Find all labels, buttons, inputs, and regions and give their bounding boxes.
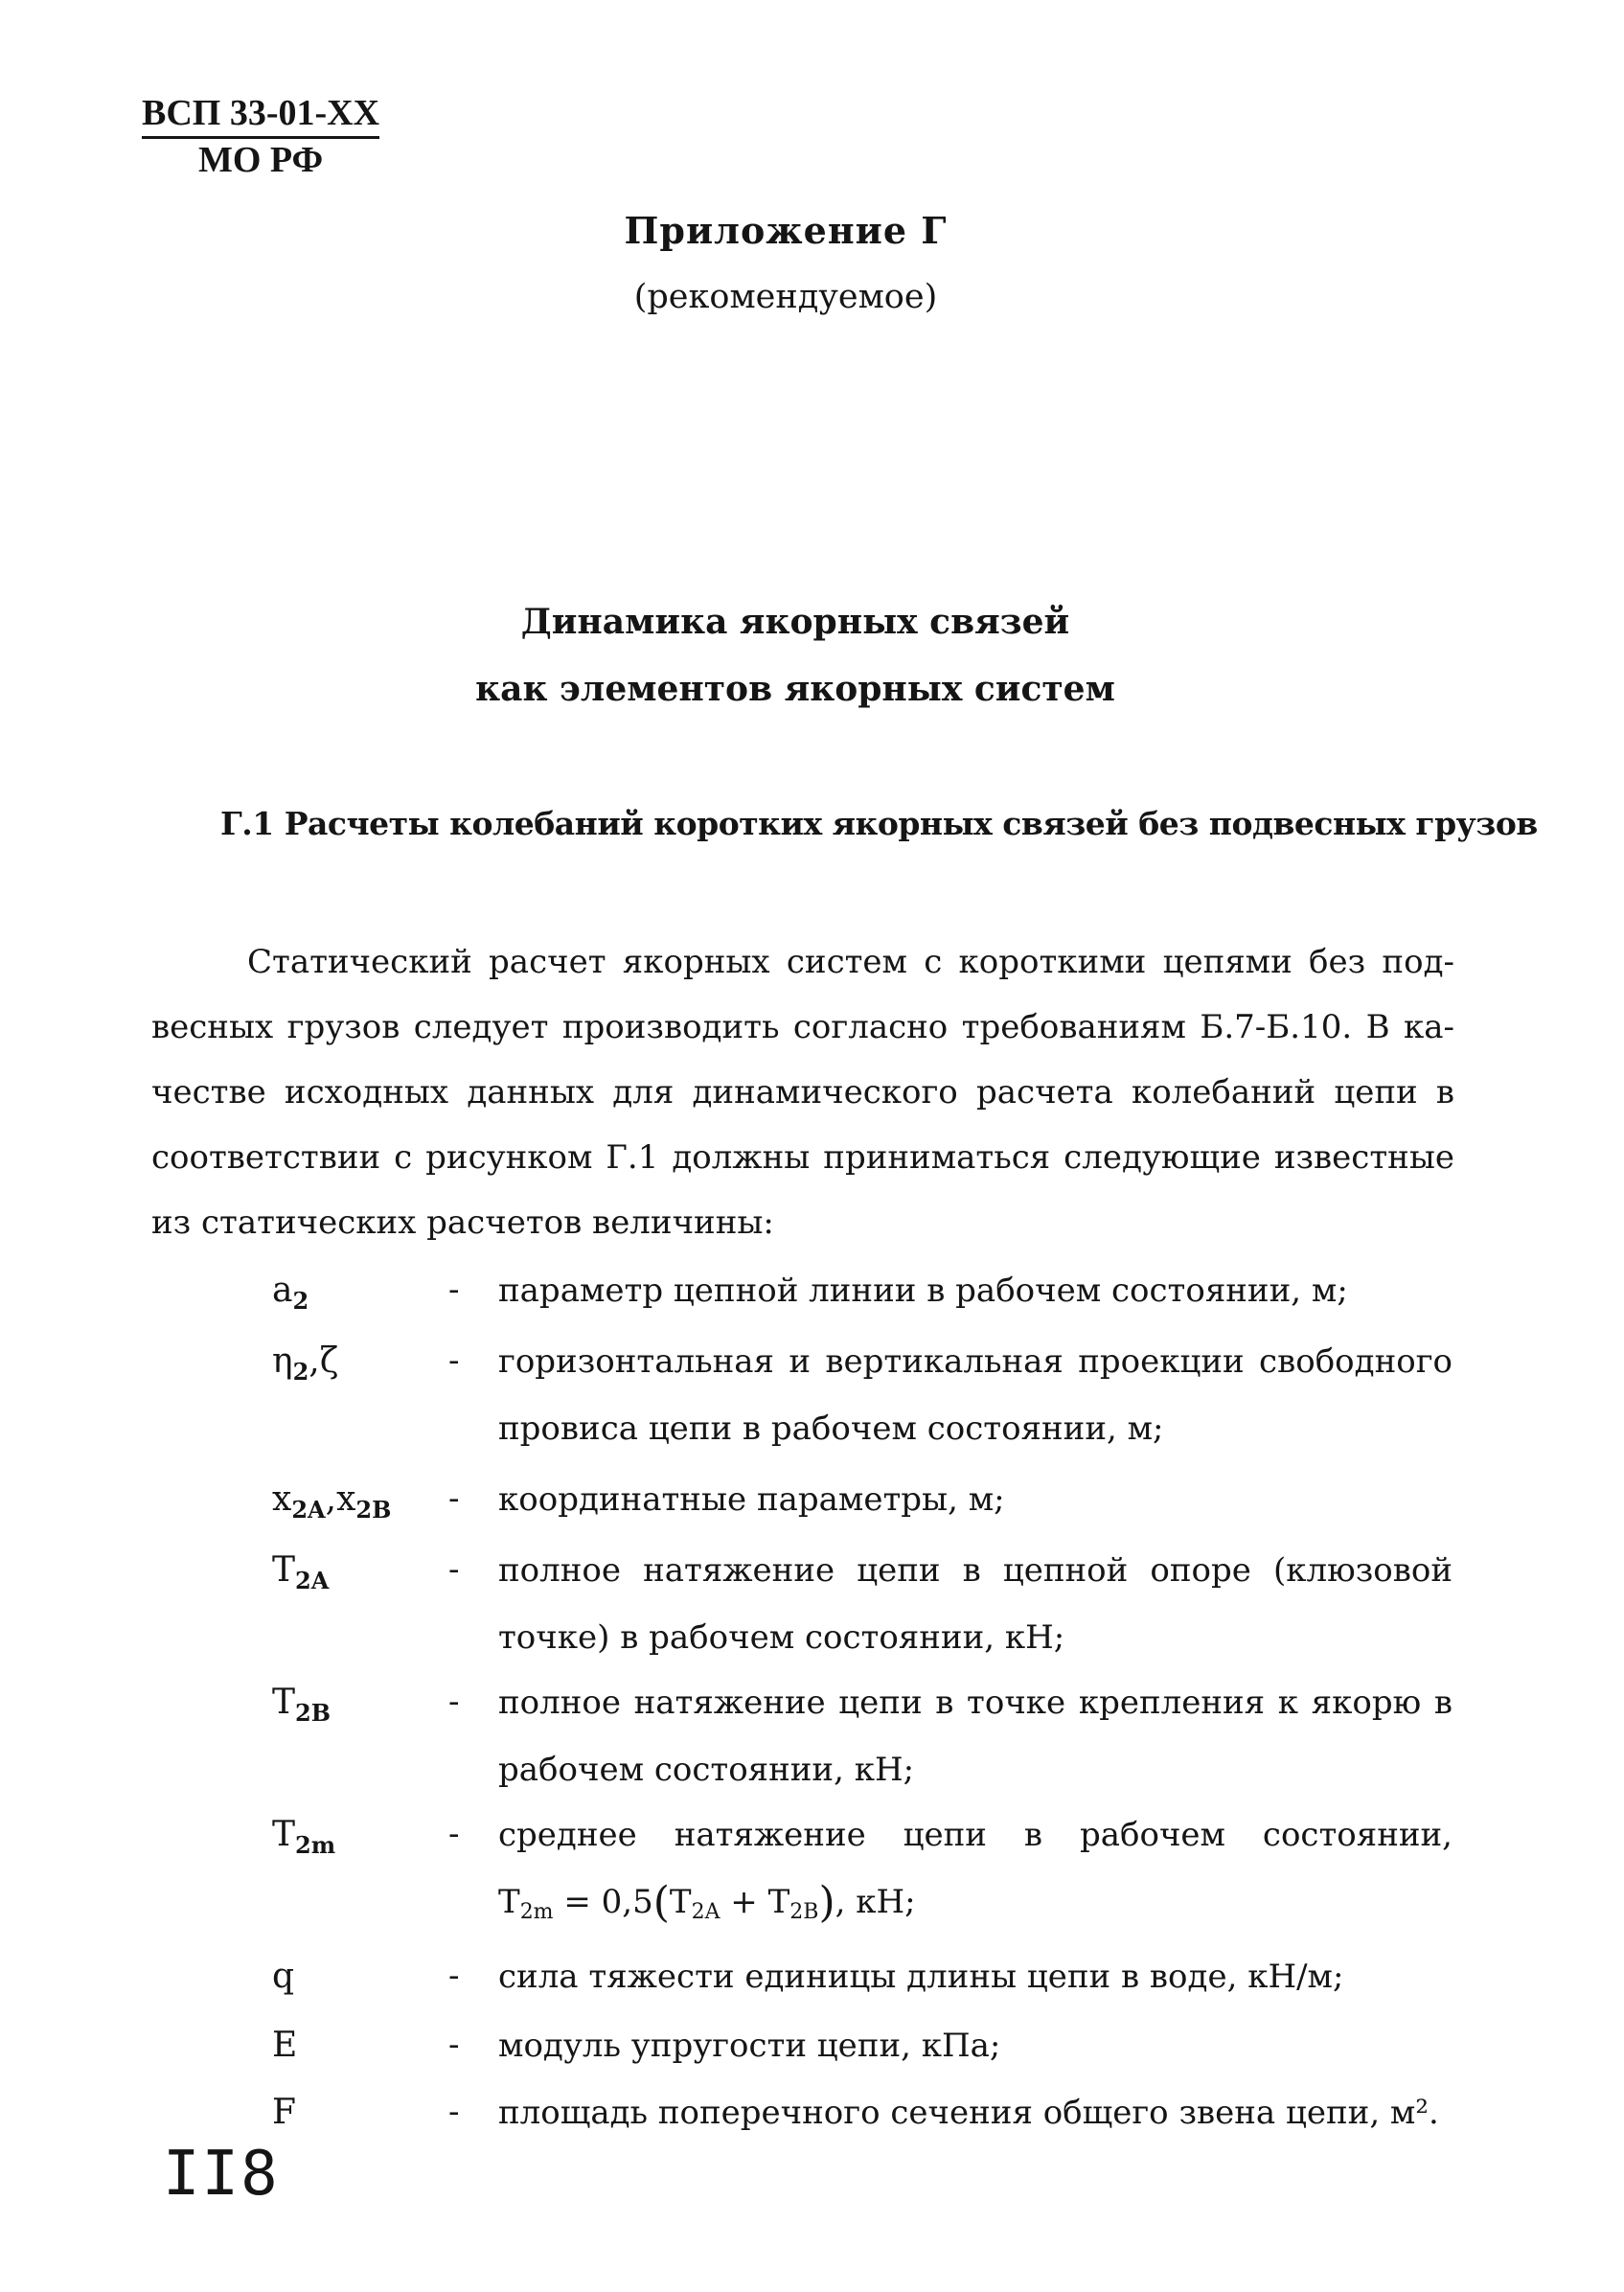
definition-dash: - xyxy=(448,1479,460,1518)
intro-line: весных грузов следует производить согласно требованиям Б.7-Б.10. В ка- xyxy=(151,1008,1454,1046)
definition-text: среднее натяжение цепи в рабочем состоянии, $T_{2m} = 0,5(T_{2A} + T_{2B})$, кН; xyxy=(498,1801,1452,1946)
intro-line: соответствии с рисунком Г.1 должны приниматься следующие известные xyxy=(151,1138,1454,1177)
definition-symbol: q xyxy=(272,1957,295,1996)
definition-dash: - xyxy=(448,2093,460,2131)
definition-symbol: $a_2$ xyxy=(272,1271,309,1315)
definition-symbol: $\eta_2,\zeta$ xyxy=(272,1341,339,1386)
section-title-line2: как элементов якорных систем xyxy=(475,669,1115,709)
definition-text: горизонтальная и вертикальная проекции свободного провиса цепи в рабочем состоянии, м; xyxy=(498,1342,1452,1448)
definition-dash: - xyxy=(448,1683,460,1721)
intro-line: честве исходных данных для динамического расчета колебаний цепи в xyxy=(151,1073,1454,1112)
definition-text: площадь поперечного сечения общего звена цепи, м². xyxy=(498,2094,1439,2132)
definition-text: координатные параметры, м; xyxy=(498,1480,1005,1519)
definition-symbol: $x_{2A},x_{2B}$ xyxy=(272,1479,392,1524)
document-code xyxy=(142,92,379,181)
definition-text: полное натяжение цепи в цепной опоре (клюзовой точке) в рабочем состоянии, кН; xyxy=(498,1551,1452,1657)
definition-dash: - xyxy=(448,1957,460,1995)
document-code-line1: ВСП 33-01-ХХ xyxy=(142,92,379,139)
section-title-line1: Динамика якорных связей xyxy=(520,602,1070,642)
definition-dash: - xyxy=(448,1271,460,1309)
document-code-line2: МО РФ xyxy=(197,140,324,180)
definition-symbol: $T_{2B}$ xyxy=(272,1683,331,1727)
appendix-title: Приложение Г xyxy=(624,209,948,252)
page-number: II8 xyxy=(163,2139,280,2210)
definition-symbol: $T_{2m}$ xyxy=(272,1815,336,1859)
definition-symbol: F xyxy=(272,2093,296,2132)
intro-line: из статических расчетов величины: xyxy=(151,1203,774,1242)
intro-line: Статический расчет якорных систем с короткими цепями без под- xyxy=(247,943,1454,981)
intro-paragraph xyxy=(151,929,1454,1255)
mean-tension-formula: $T_{2m} = 0,5(T_{2A} + T_{2B})$, кН; xyxy=(498,1878,916,1927)
definition-text: сила тяжести единицы длины цепи в воде, кН/м; xyxy=(498,1958,1344,1996)
definition-text: полное натяжение цепи в точке крепления к якорю в рабочем состоянии, кН; xyxy=(498,1684,1452,1789)
definition-dash: - xyxy=(448,2026,460,2064)
definition-dash: - xyxy=(448,1550,460,1589)
definition-symbol: $T_{2A}$ xyxy=(272,1550,330,1594)
definition-text: параметр цепной линии в рабочем состоянии, м; xyxy=(498,1272,1348,1310)
definition-text: модуль упругости цепи, кПа; xyxy=(498,2027,1001,2065)
definition-dash: - xyxy=(448,1815,460,1853)
appendix-subtitle: (рекомендуемое) xyxy=(633,278,938,316)
definition-dash: - xyxy=(448,1341,460,1380)
subsection-title: Г.1 Расчеты колебаний коротких якорных связей без подвесных грузов xyxy=(220,805,1538,842)
definition-symbol: E xyxy=(272,2026,298,2065)
